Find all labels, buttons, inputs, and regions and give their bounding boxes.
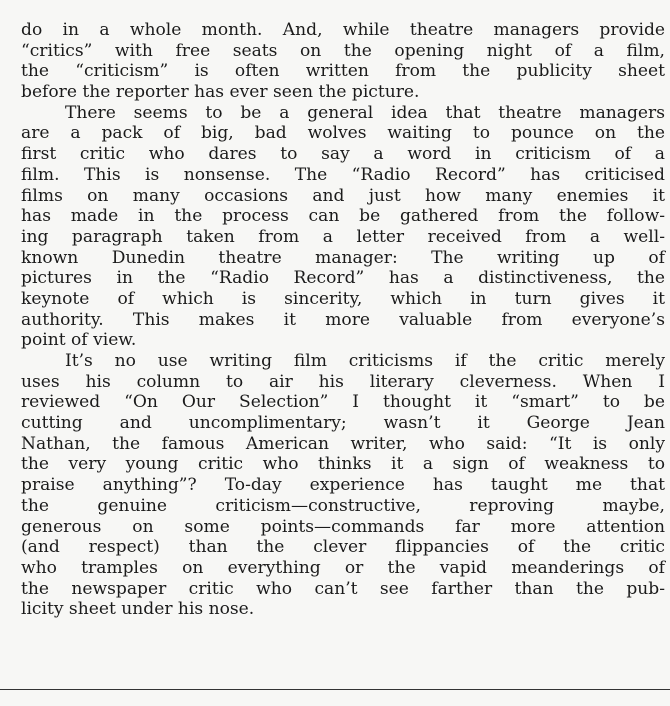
bottom-rule [0,689,670,690]
text-line: There seems to be a general idea that theatre managers [65,102,665,123]
text-line: the genuine criticism—constructive, reproving maybe, [21,495,665,516]
text-line: generous on some points—commands far more attention [21,516,665,537]
text-line: praise anything”? To-day experience has taught me that [21,475,665,496]
text-line: are a pack of big, bad wolves waiting to pounce on the [21,123,665,144]
text-line: the newspaper critic who can’t see farther than the pub- [21,578,665,599]
text-line: cutting and uncomplimentary; wasn’t it George Jean [21,413,665,434]
text-line: “critics” with free seats on the opening night of a film, [21,40,665,61]
text-line: Nathan, the famous American writer, who said: “It is only [21,433,665,454]
text-line: keynote of which is sincerity, which in turn gives it [21,288,665,309]
paragraph [21,103,665,351]
text-line: authority. This makes it more valuable from everyone’s [21,309,665,330]
article-column [21,20,665,620]
text-line: films on many occasions and just how many enemies it [21,185,665,206]
text-line: who tramples on everything or the vapid meanderings of [21,557,665,578]
paragraph [21,351,665,620]
text-line: known Dunedin theatre manager: The writing up of [21,247,665,268]
paragraph [21,20,665,103]
text-line: the “criticism” is often written from the publicity sheet [21,61,665,82]
text-line: has made in the process can be gathered from the follow- [21,206,665,227]
text-line: first critic who dares to say a word in criticism of a [21,144,665,165]
text-line: (and respect) than the clever flippancies of the critic [21,537,665,558]
text-line: uses his column to air his literary cleverness. When I [21,371,665,392]
text-line: film. This is nonsense. The “Radio Record” has criticised [21,164,665,185]
text-line: reviewed “On Our Selection” I thought it “smart” to be [21,392,665,413]
text-line: the very young critic who thinks it a sign of weakness to [21,454,665,475]
text-line: licity sheet under his nose. [21,599,255,620]
text-line: before the reporter has ever seen the picture. [21,82,420,103]
text-line: ing paragraph taken from a letter received from a well- [21,226,665,247]
text-line: do in a whole month. And, while theatre managers provide [21,20,665,40]
text-line: It’s no use writing film criticisms if the critic merely [65,351,665,371]
text-line: pictures in the “Radio Record” has a distinctiveness, the [21,268,665,289]
text-line: point of view. [21,330,137,351]
